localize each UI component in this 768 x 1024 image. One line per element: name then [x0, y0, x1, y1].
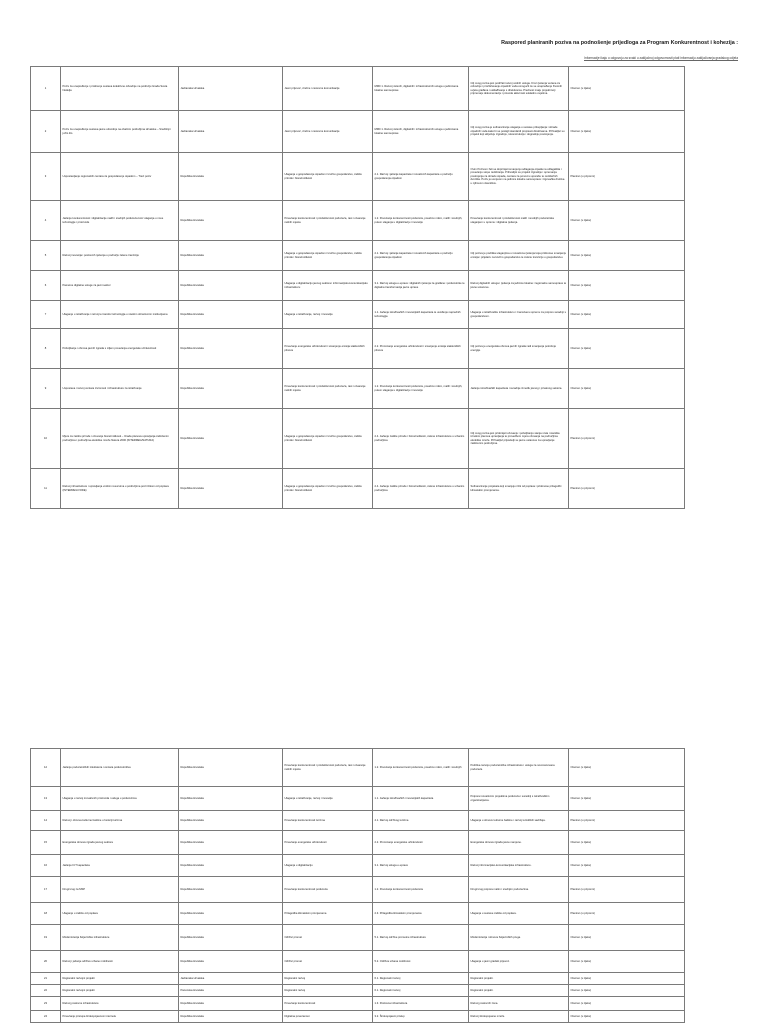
call-notes: Cilj poziva je podrška ulaganjima u inovativna rješenja koja pridonose smanjenju emisija i prijelazu na kružno gospodarstvo te zelenu tranziciju u gospodarstvu.	[469, 241, 569, 271]
call-status: Otvoren (u tijeku)	[569, 111, 685, 153]
row-number: 7	[31, 301, 61, 329]
call-target: Održivi promet	[283, 951, 373, 973]
call-area: Republika Hrvatska	[179, 831, 283, 855]
table-row	[31, 925, 739, 951]
call-name: Ulaganje u zaštitu od poplava	[61, 903, 179, 925]
call-target: Povećanje konkurentnosti turizma	[283, 811, 373, 831]
call-name: Mjere za zaštitu prirode i očuvanje bioraznolikosti – Izrada planova upravljanja zaštićenim područjima i područjima ekološke mreže Natura 2000 (INTERREG/NATURA)	[61, 409, 179, 469]
table-row	[31, 749, 739, 787]
table-row	[31, 973, 739, 985]
table-row	[31, 811, 739, 831]
call-status: Otvoren (u tijeku)	[569, 301, 685, 329]
call-notes: Drugi krug potpora malim i srednjim poduzećima.	[469, 877, 569, 903]
call-name: Razvoj i obnova kulturne baštine u funkciji turizma	[61, 811, 179, 831]
call-status: Planiran (u pripremi)	[569, 469, 685, 509]
call-area: Republika Hrvatska	[179, 201, 283, 241]
row-number: 19	[31, 925, 61, 951]
call-priority: 1.1. Jačanje istraživačkih i inovacijskih kapaciteta te uvođenje naprednih tehnologija	[373, 301, 469, 329]
table-row	[31, 997, 739, 1011]
row-number: 12	[31, 749, 61, 787]
call-notes: Razvoj širokopojasne mreže.	[469, 1011, 569, 1023]
call-status: Otvoren (u tijeku)	[569, 271, 685, 301]
table-row	[31, 67, 739, 111]
call-area: Jadranska Hrvatska	[179, 111, 283, 153]
call-target: Povećanje konkurentnosti i produktivnosti poduzeća, rast i otvaranje radnih mjesta	[283, 369, 373, 409]
document-title: Raspored planiranih poziva na podnošenje prijedloga za Program Konkurentnost i kohezija :	[501, 40, 738, 46]
row-number: 22	[31, 985, 61, 997]
call-name: Razvoj poslovne infrastrukture	[61, 997, 179, 1011]
table-row	[31, 877, 739, 903]
call-status: Planiran (u pripremi)	[569, 877, 685, 903]
call-priority: 1.3. Poslovna infrastruktura	[373, 997, 469, 1011]
call-status: Otvoren (u tijeku)	[569, 951, 685, 973]
call-priority: 1.2. Povećanje konkurentnosti poduzeća, posebno mikro, malih i srednjih, putem ulaganja u digitalizaciju i inovacije	[373, 369, 469, 409]
call-target: Povećanje konkurentnosti	[283, 997, 373, 1011]
call-target: Održivi promet	[283, 925, 373, 951]
call-notes: Ulaganja u sustave zaštite od poplava.	[469, 903, 569, 925]
call-priority: 1.2. Povećanje konkurentnosti poduzeća, posebno mikro, malih i srednjih, putem ulaganja u digitalizaciju i inovacije	[373, 201, 469, 241]
call-notes: Modernizacija i obnova željezničkih pruga.	[469, 925, 569, 951]
call-name: Razvoj infrastrukture i upravljanja vodnim resursima u područjima pod rizikom od poplava (INTERREG/VODE)	[61, 469, 179, 509]
call-target: Povećanje energetske učinkovitosti i smanjenje emisija stakleničkih plinova	[283, 329, 373, 369]
call-priority: 6.1. Regionalni razvoj	[373, 973, 469, 985]
call-notes: Cilj ovog poziva jest podržati razvoj vodnih usluga. Kroz rješenja vezana za odvodnju i pročišćavanje otpadnih voda omogućit će se unapređenje životnih uvjeta građana i usklađivanje s direktivama. Prednost imaju projekti koji pripremaju dokumentaciju i provode aktivnosti sukladno uvjetima.	[469, 67, 569, 111]
call-notes: Cilj poziva je energetska obnova javnih zgrada radi smanjenja potrošnje energije.	[469, 329, 569, 369]
row-number: 4	[31, 201, 61, 241]
call-priority: 2.4. Jačanje zaštite prirode i bioraznolikosti, zelene infrastrukture u urbanim područjima	[373, 409, 469, 469]
call-priority: 3.2. Širokopojasni pristup	[373, 1011, 469, 1023]
call-priority: 2.2. Promicanje energetske učinkovitosti	[373, 831, 469, 855]
row-number: 14	[31, 811, 61, 831]
call-name: Ulaganja u razvoj inovativnih proizvoda i usluga u poduzećima	[61, 787, 179, 811]
row-number: 2	[31, 111, 61, 153]
call-priority: 4.1. Razvoj održivog turizma	[373, 811, 469, 831]
row-number: 6	[31, 271, 61, 301]
call-area: Panonska Hrvatska	[179, 985, 283, 997]
call-area: Republika Hrvatska	[179, 951, 283, 973]
call-target: Ulaganja u gospodarenje otpadom i kružno gospodarstvo, zaštitu prirode i bioraznolikosti	[283, 241, 373, 271]
table-row	[31, 985, 739, 997]
document-page-1	[30, 0, 738, 492]
call-area: Republika Hrvatska	[179, 369, 283, 409]
call-area: Republika Hrvatska	[179, 409, 283, 469]
call-notes: Ulaganja u obnovu kulturne baštine i razvoj turističkih sadržaja.	[469, 811, 569, 831]
call-status: Planiran (u pripremi)	[569, 409, 685, 469]
call-priority: 3.1. Razvoj usluga e-uprave	[373, 855, 469, 877]
calls-table-page-1	[30, 66, 739, 509]
call-priority: 2.1. Razvoj i jačanje kapaciteta i inovativnih kapaciteta u području gospodarenja otpadom	[373, 241, 469, 271]
call-status: Otvoren (u tijeku)	[569, 241, 685, 271]
table-row	[31, 855, 739, 877]
row-number: 15	[31, 831, 61, 855]
call-status: Otvoren (u tijeku)	[569, 329, 685, 369]
call-target: Prilagodba klimatskim promjenama	[283, 903, 373, 925]
call-notes: Ulaganja u istraživačku infrastrukturu i znanstvenu opremu za potporu suradnji s gospodarstvom.	[469, 301, 569, 329]
call-target: Povećanje konkurentnosti i produktivnosti poduzeća, rast i otvaranje radnih mjesta	[283, 749, 373, 787]
call-priority: 5.2. Održiva urbana mobilnost	[373, 951, 469, 973]
call-notes: Razvoj informacijsko-komunikacijske infrastrukture.	[469, 855, 569, 877]
call-name: Poboljšanje i obnova javnih zgrada s ciljem povećanja energetske učinkovitosti	[61, 329, 179, 369]
call-target: Regionalni razvoj	[283, 973, 373, 985]
call-priority: 2.1. Razvoj i jačanje kapaciteta i inovativnih kapaciteta u području gospodarenja otpadom	[373, 153, 469, 201]
call-priority: MRD 1. Razvoj zelenih, digitalnih i infrastrukturnih usluga u jedinicama lokalne samouprave	[373, 111, 469, 153]
row-number: 9	[31, 369, 61, 409]
call-status: Otvoren (u tijeku)	[569, 985, 685, 997]
row-number: 3	[31, 153, 61, 201]
call-notes: Razvoj poslovnih zona.	[469, 997, 569, 1011]
call-name: Povećanje pristupa širokopojasnom internetu	[61, 1011, 179, 1023]
call-target: Javni prijevoz, zračne i cestovne komunikacije	[283, 67, 373, 111]
call-area: Republika Hrvatska	[179, 877, 283, 903]
call-name: Poziv za unapređenje i proširenje sustava kolektivne odvodnje na području Grada Sveta Nedelja	[61, 67, 179, 111]
call-name: Jačanje ICT kapaciteta	[61, 855, 179, 877]
call-area: Republika Hrvatska	[179, 903, 283, 925]
call-area: Republika Hrvatska	[179, 997, 283, 1011]
call-name: Drugi krug za MSP	[61, 877, 179, 903]
call-name: Ulaganje u istraživanje i razvoj te transfer tehnologija u visokim obrazovnim institucijama	[61, 301, 179, 329]
call-target: Ulaganja u digitalizaciju javnog sektora i informacijsko-komunikacijsku infrastrukturu	[283, 271, 373, 301]
call-notes: Ovim Pozivom želi se doprinijeti smanjenju odlaganja otpada na odlagališta i povećanju stope recikliranja. Prihvatljivi su projekti izgradnje i opremanja postrojenja za obradu otpada, centara za ponovnu uporabu te reciklažnih dvorišta. Poziv je usmjeren na jedinice lokalne samouprave i trgovačka društva u njihovom vlasništvu.	[469, 153, 569, 201]
call-area: Jadranska Hrvatska	[179, 67, 283, 111]
call-target: Ulaganja u digitalizaciju	[283, 855, 373, 877]
row-number: 24	[31, 1011, 61, 1023]
call-priority: 2.4. Jačanje zaštite prirode i bioraznolikosti, zelene infrastrukture u urbanim područjima	[373, 469, 469, 509]
call-priority: 1.2. Povećanje konkurentnosti poduzeća, posebno mikro, malih i srednjih	[373, 749, 469, 787]
call-status: Otvoren (u tijeku)	[569, 369, 685, 409]
call-name: Razvoj i jačanje održive urbane mobilnosti	[61, 951, 179, 973]
table-row	[31, 111, 739, 153]
row-number: 8	[31, 329, 61, 369]
call-notes: Povećanje konkurentnosti i produktivnosti malih i srednjih poduzetnika ulaganjem u opremu i digitalna rješenja.	[469, 201, 569, 241]
call-notes: Regionalni projekti.	[469, 973, 569, 985]
call-priority: 1.1. Jačanje istraživačkih i inovacijskih kapaciteta	[373, 787, 469, 811]
call-target: Povećanje konkurentnosti i produktivnosti poduzeća, rast i otvaranje radnih mjesta	[283, 201, 373, 241]
table-row	[31, 153, 739, 201]
call-area: Republika Hrvatska	[179, 469, 283, 509]
call-status: Planiran (u pripremi)	[569, 811, 685, 831]
call-target: Digitalna povezanost	[283, 1011, 373, 1023]
call-status: Otvoren (u tijeku)	[569, 1011, 685, 1023]
table-row	[31, 241, 739, 271]
call-area: Republika Hrvatska	[179, 271, 283, 301]
call-status: Otvoren (u tijeku)	[569, 855, 685, 877]
call-notes: Regionalni projekti.	[469, 985, 569, 997]
call-priority: 2.3. Prilagodba klimatskim promjenama	[373, 903, 469, 925]
call-area: Republika Hrvatska	[179, 925, 283, 951]
row-number: 5	[31, 241, 61, 271]
document-page-2	[30, 748, 738, 1024]
call-area: Republika Hrvatska	[179, 855, 283, 877]
document-note: Informacije ikaju o odgovoju za svaki u zaključnoj odgovornosti plati informaciju zaključivanja gradskog odjela	[584, 56, 738, 60]
call-notes: Potpora inovativnim projektima poduzeća i suradnji s istraživačkim organizacijama.	[469, 787, 569, 811]
call-area: Republika Hrvatska	[179, 811, 283, 831]
call-status: Otvoren (u tijeku)	[569, 67, 685, 111]
call-notes: Podrška razvoju poduzetničke infrastrukture i usluga za novoosnovana poduzeća.	[469, 749, 569, 787]
call-target: Ulaganja u istraživanje, razvoj i inovacije	[283, 787, 373, 811]
table-row	[31, 469, 739, 509]
table-row	[31, 271, 739, 301]
call-area: Republika Hrvatska	[179, 153, 283, 201]
call-notes: Razvoj digitalnih usluga i rješenja za jedinice lokalne i regionalne samouprave te javne ustanove.	[469, 271, 569, 301]
table-row	[31, 409, 739, 469]
call-target: Regionalni razvoj	[283, 985, 373, 997]
row-number: 17	[31, 877, 61, 903]
table-row	[31, 301, 739, 329]
row-number: 11	[31, 469, 61, 509]
call-area: Jadranska Hrvatska	[179, 973, 283, 985]
call-target: Javni prijevoz, zračne i cestovne komunikacije	[283, 111, 373, 153]
call-notes: Jačanje istraživačkih kapaciteta i suradnje između javnog i privatnog sektora.	[469, 369, 569, 409]
call-status: Planiran (u pripremi)	[569, 153, 685, 201]
call-notes: Sufinanciranje projekata koji smanjuju rizik od poplava i pridonose prilagodbi klimatskim promjenama.	[469, 469, 569, 509]
call-status: Otvoren (u tijeku)	[569, 925, 685, 951]
call-notes: Cilj ovog poziva je sufinanciranje ulaganja u sustave prikupljanja i obrade otpadnih voda kako bi se postigli standardi propisani direktivama. Prihvatljivi su projekti koji uključuju izgradnju, rekonstrukciju i dogradnju postrojenja.	[469, 111, 569, 153]
row-number: 20	[31, 951, 61, 973]
call-priority: 3.1. Razvoj usluga e-uprave i digitalnih rješenja za građane i poduzetnike te digitalna transformacija javne uprave	[373, 271, 469, 301]
calls-table-page-2	[30, 748, 739, 1023]
table-row	[31, 329, 739, 369]
call-status: Otvoren (u tijeku)	[569, 831, 685, 855]
call-name: Uspostavljanje regionalnih centara za gospodarenje otpadom – Treći poziv	[61, 153, 179, 201]
row-number: 1	[31, 67, 61, 111]
call-priority: MRD 1. Razvoj zelenih, digitalnih i infrastrukturnih usluga u jedinicama lokalne samouprave	[373, 67, 469, 111]
call-status: Planiran (u pripremi)	[569, 903, 685, 925]
table-row	[31, 831, 739, 855]
call-priority: 5.1. Razvoj održive prometne infrastrukture	[373, 925, 469, 951]
table-row	[31, 787, 739, 811]
call-priority: 1.2. Povećanje konkurentnosti poduzeća	[373, 877, 469, 903]
call-area: Republika Hrvatska	[179, 329, 283, 369]
call-notes: Energetska obnova zgrada javne namjene.	[469, 831, 569, 855]
table-row	[31, 1011, 739, 1023]
call-priority: 6.1. Regionalni razvoj	[373, 985, 469, 997]
call-area: Republika Hrvatska	[179, 787, 283, 811]
row-number: 18	[31, 903, 61, 925]
call-target: Povećanje konkurentnosti poduzeća	[283, 877, 373, 903]
row-number: 16	[31, 855, 61, 877]
call-status: Otvoren (u tijeku)	[569, 787, 685, 811]
call-name: Energetska obnova zgrada javnog sektora	[61, 831, 179, 855]
call-notes: Ulaganja u javni gradski prijevoz.	[469, 951, 569, 973]
call-status: Otvoren (u tijeku)	[569, 997, 685, 1011]
row-number: 13	[31, 787, 61, 811]
table-row	[31, 903, 739, 925]
call-target: Ulaganja u istraživanje, razvoj i inovacije	[283, 301, 373, 329]
call-priority: 2.2. Promicanje energetske učinkovitosti i smanjenje emisija stakleničkih plinova	[373, 329, 469, 369]
table-row	[31, 369, 739, 409]
call-name: Modernizacija željezničke infrastrukture	[61, 925, 179, 951]
call-area: Republika Hrvatska	[179, 1011, 283, 1023]
call-name: Razvoj inovacija i poslovnih rješenja u području zelene tranzicije	[61, 241, 179, 271]
call-target: Ulaganja u gospodarenje otpadom i kružno gospodarstvo, zaštitu prirode i bioraznolikosti	[283, 409, 373, 469]
call-name: Jačanje poduzetničkih inkubatora i centara poduzetništva	[61, 749, 179, 787]
call-name: Jačanje konkurentnosti i digitalizacije malih i srednjih poduzeća kroz ulaganja u nove tehnologije i proizvode	[61, 201, 179, 241]
call-name: Pametne digitalne usluge za javni sektor	[61, 271, 179, 301]
call-area: Republika Hrvatska	[179, 241, 283, 271]
table-row	[31, 201, 739, 241]
call-name: Regionalni razvojni projekti	[61, 985, 179, 997]
call-target: Ulaganja u gospodarenje otpadom i kružno gospodarstvo, zaštitu prirode i bioraznolikosti	[283, 469, 373, 509]
call-area: Republika Hrvatska	[179, 749, 283, 787]
call-target: Povećanje energetske učinkovitosti	[283, 831, 373, 855]
call-status: Otvoren (u tijeku)	[569, 749, 685, 787]
table-row	[31, 951, 739, 973]
call-name: Uspostava i razvoj centara izvrsnosti i infrastrukture za istraživanje	[61, 369, 179, 409]
call-status: Otvoren (u tijeku)	[569, 973, 685, 985]
call-status: Otvoren (u tijeku)	[569, 201, 685, 241]
row-number: 10	[31, 409, 61, 469]
row-number: 21	[31, 973, 61, 985]
row-number: 23	[31, 997, 61, 1011]
call-notes: Cilj ovog poziva jest pridonijeti očuvanju i poboljšanju stanja vrsta i staništa izradom planova upravljanja te provedbom mjera očuvanja na područjima ekološke mreže. Prihvatljivi prijavitelji su javne ustanove za upravljanje zaštićenim područjima.	[469, 409, 569, 469]
call-target: Ulaganja u gospodarenje otpadom i kružno gospodarstvo, zaštitu prirode i bioraznolikosti	[283, 153, 373, 201]
call-area: Republika Hrvatska	[179, 301, 283, 329]
call-name: Poziv za unapređenje sustava javne odvodnje na obalnim područjima Hrvatske – Središnji i južni dio	[61, 111, 179, 153]
call-name: Regionalni razvojni projekti	[61, 973, 179, 985]
